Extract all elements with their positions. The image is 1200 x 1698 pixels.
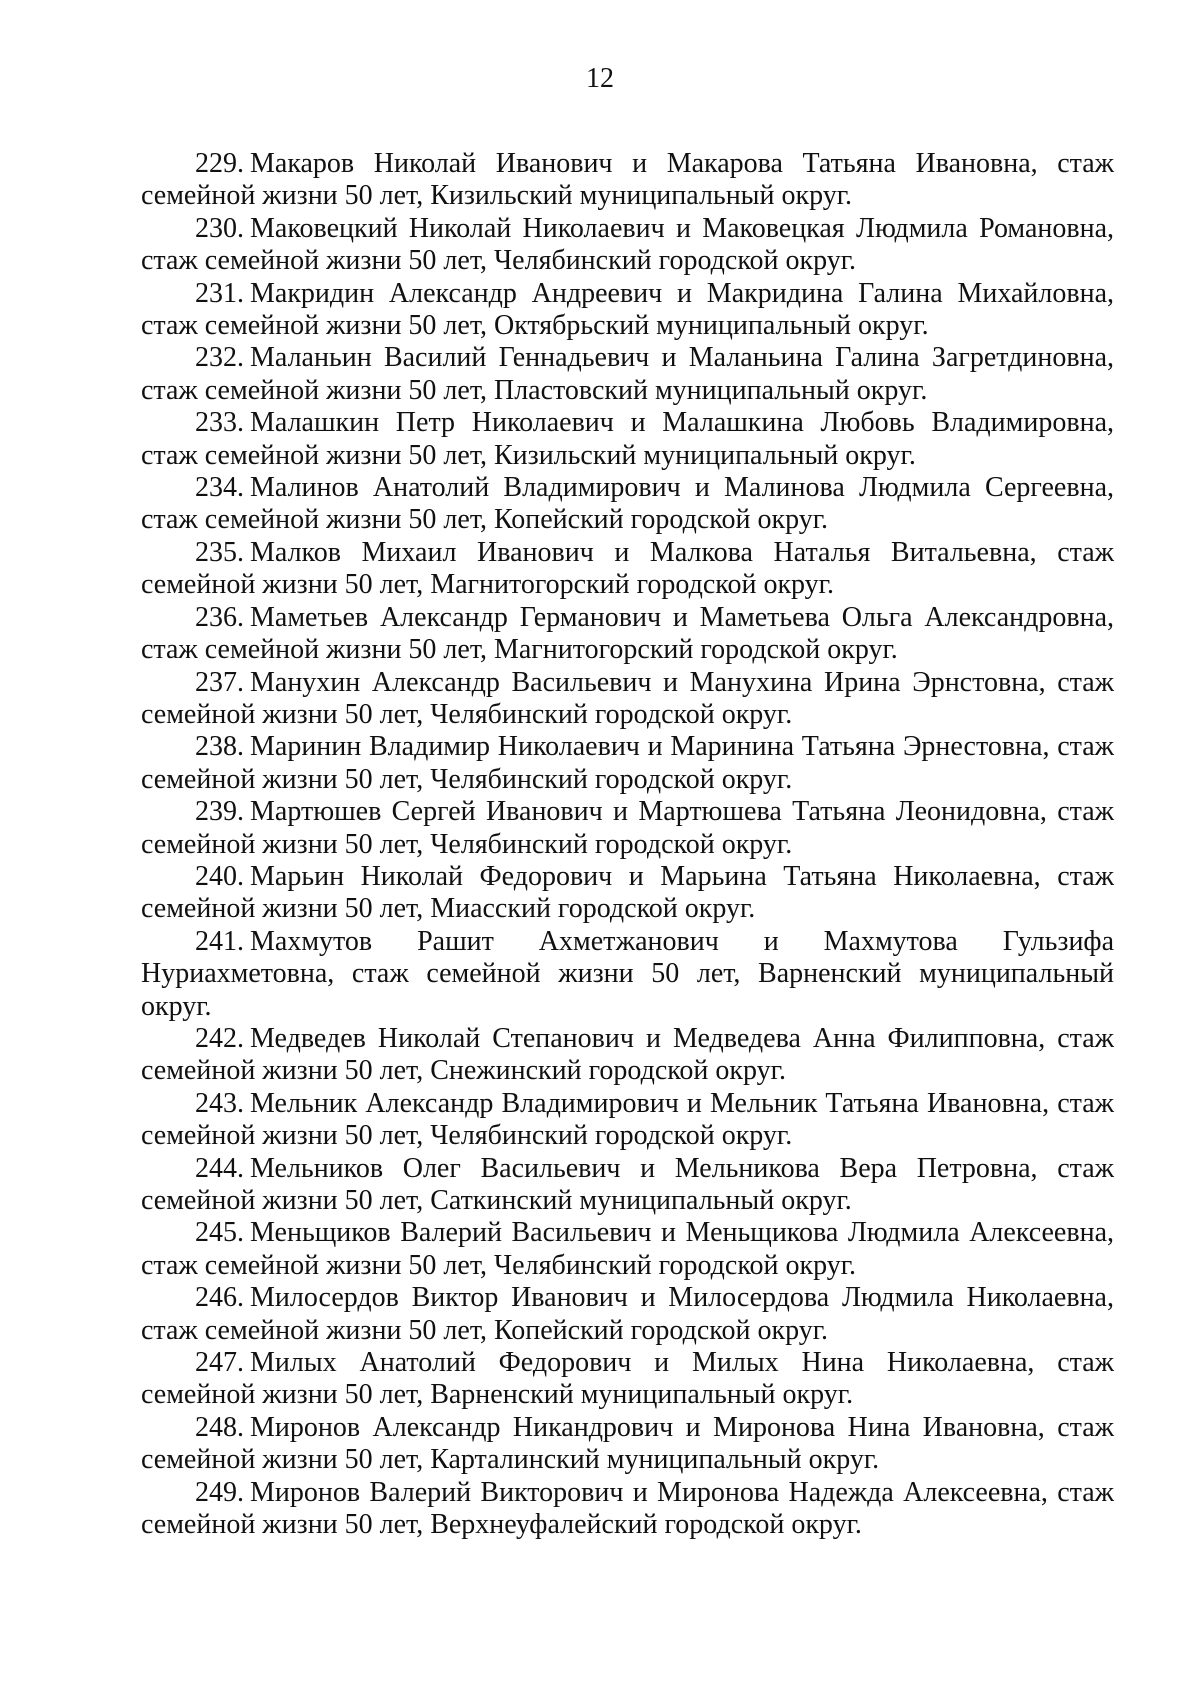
list-item (141, 1023, 1114, 1088)
list-item (141, 1412, 1114, 1477)
entry-number: 231. (195, 277, 244, 309)
entry-text: Милосердов Виктор Иванович и Милосердова Людмила Николаевна, стаж семейной жизни 50 лет, Копейский городской округ. (141, 1282, 1114, 1346)
entry-text: Милых Анатолий Федорович и Милых Нина Николаевна, стаж семейной жизни 50 лет, Варненский муниципальный округ. (141, 1347, 1114, 1411)
entry-number: 236. (195, 601, 244, 633)
list-item (141, 602, 1114, 667)
list-item (141, 1347, 1114, 1412)
list-item (141, 731, 1114, 796)
list-item (141, 213, 1114, 278)
entry-number: 243. (195, 1087, 244, 1119)
list-item (141, 407, 1114, 472)
entry-text: Малашкин Петр Николаевич и Малашкина Любовь Владимировна, стаж семейной жизни 50 лет, Кизильский муниципальный округ. (141, 407, 1114, 471)
list-item (141, 537, 1114, 602)
list-item (141, 278, 1114, 343)
entry-text: Медведев Николай Степанович и Медведева Анна Филипповна, стаж семейной жизни 50 лет, Снежинский городской округ. (141, 1022, 1114, 1087)
entry-text: Малинов Анатолий Владимирович и Малинова Людмила Сергеевна, стаж семейной жизни 50 лет, Копейский городской округ. (141, 472, 1114, 536)
list-item (141, 342, 1114, 407)
entry-text: Мельников Олег Васильевич и Мельникова Вера Петровна, стаж семейной жизни 50 лет, Саткинский муниципальный округ. (141, 1152, 1114, 1216)
list-item (141, 148, 1114, 213)
entry-number: 240. (195, 860, 244, 892)
entry-text: Миронов Валерий Викторович и Миронова Надежда Алексеевна, стаж семейной жизни 50 лет, Верхнеуфалейский городской округ. (141, 1476, 1114, 1541)
list-item (141, 1217, 1114, 1282)
entry-number: 245. (195, 1217, 244, 1249)
entry-text: Маланьин Василий Геннадьевич и Маланьина Галина Загретдиновна, стаж семейной жизни 50 лет, Пластовский муниципальный округ. (141, 342, 1114, 406)
list-item (141, 796, 1114, 861)
entry-text: Манухин Александр Васильевич и Манухина Ирина Эрнстовна, стаж семейной жизни 50 лет, Челябинский городской округ. (141, 666, 1114, 730)
entry-text: Миронов Александр Никандрович и Миронова Нина Ивановна, стаж семейной жизни 50 лет, Карталинский муниципальный округ. (141, 1411, 1114, 1476)
entry-text: Маковецкий Николай Николаевич и Маковецкая Людмила Романовна, стаж семейной жизни 50 лет, Челябинский городской округ. (141, 212, 1114, 277)
entry-number: 239. (195, 796, 244, 828)
list-item (141, 861, 1114, 926)
list-item (141, 1282, 1114, 1347)
entry-text: Мартюшев Сергей Иванович и Мартюшева Татьяна Леонидовна, стаж семейной жизни 50 лет, Челябинский городской округ. (141, 796, 1114, 860)
entry-text: Мельник Александр Владимирович и Мельник Татьяна Ивановна, стаж семейной жизни 50 лет, Челябинский городской округ. (141, 1087, 1114, 1152)
list-item (141, 1088, 1114, 1153)
entry-number: 234. (195, 472, 244, 504)
entry-number: 248. (195, 1411, 244, 1443)
entry-number: 238. (195, 731, 244, 763)
list-item (141, 1477, 1114, 1542)
entry-number: 246. (195, 1282, 244, 1314)
entry-text: Махмутов Рашит Ахметжанович и Махмутова Гульзифа Нуриахметовна, стаж семейной жизни 50 лет, Варненский муниципальный округ. (141, 925, 1114, 1022)
entry-number: 233. (195, 407, 244, 439)
entry-text: Маринин Владимир Николаевич и Маринина Татьяна Эрнестовна, стаж семейной жизни 50 лет, Челябинский городской округ. (141, 731, 1114, 795)
entry-number: 232. (195, 342, 244, 374)
entry-number: 229. (195, 148, 244, 179)
entry-number: 235. (195, 536, 244, 568)
entry-number: 230. (195, 212, 244, 244)
list-item (141, 667, 1114, 732)
entry-text: Меньщиков Валерий Васильевич и Меньщикова Людмила Алексеевна, стаж семейной жизни 50 лет, Челябинский городской округ. (141, 1217, 1114, 1281)
entry-number: 242. (195, 1022, 244, 1054)
entry-number: 249. (195, 1476, 244, 1508)
entry-number: 237. (195, 666, 244, 698)
entry-text: Макридин Александр Андреевич и Макридина Галина Михайловна, стаж семейной жизни 50 лет, Октябрьский муниципальный округ. (141, 277, 1114, 342)
entry-number: 244. (195, 1152, 244, 1184)
page-number: 12 (586, 63, 614, 94)
entry-text: Марьин Николай Федорович и Марьина Татьяна Николаевна, стаж семейной жизни 50 лет, Миасский городской округ. (141, 860, 1114, 925)
entry-text: Маметьев Александр Германович и Маметьева Ольга Александровна, стаж семейной жизни 50 лет, Магнитогорский городской округ. (141, 601, 1114, 666)
entry-number: 247. (195, 1347, 244, 1379)
entry-text: Макаров Николай Иванович и Макарова Татьяна Ивановна, стаж семейной жизни 50 лет, Кизильский муниципальный округ. (141, 148, 1114, 212)
entry-number: 241. (195, 925, 244, 957)
list-item (141, 926, 1114, 1023)
entry-text: Малков Михаил Иванович и Малкова Наталья Витальевна, стаж семейной жизни 50 лет, Магнитогорский городской округ. (141, 536, 1114, 601)
list-item (141, 472, 1114, 537)
entry-list (141, 148, 1114, 1541)
list-item (141, 1153, 1114, 1218)
